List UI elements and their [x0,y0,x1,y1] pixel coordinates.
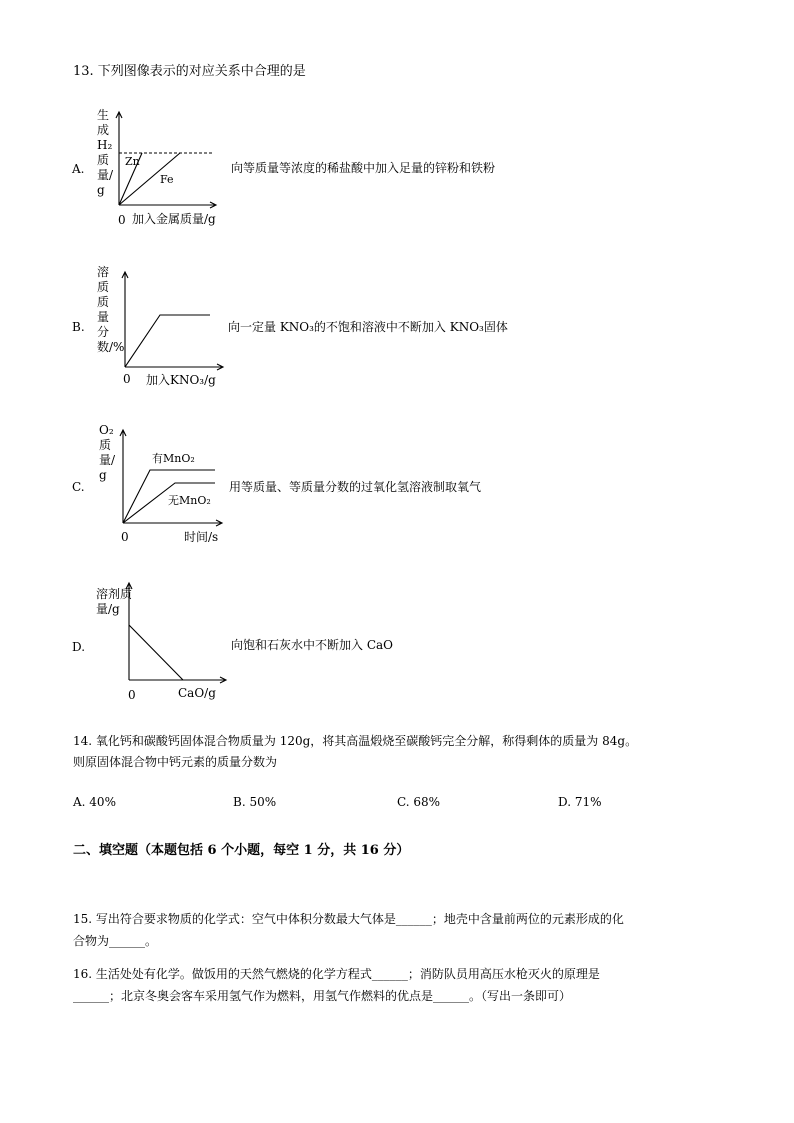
question-16-line2: ______；北京冬奥会客车采用氢气作为燃料，用氢气作燃料的优点是______。（写出一条即可） [73,989,572,1003]
option-a-origin: 0 [118,213,126,227]
option-b-y-axis-label: 溶质质量分数/% [97,265,125,354]
option-a-label: A. [72,162,85,176]
question-14-option-a: A. 40% [73,795,116,809]
question-15-line1: 15. 写出符合要求物质的化学式：空气中体积分数最大气体是______；地壳中含量前两位的元素形成的化 [73,912,624,926]
option-a-curve-zn-label: Zn [125,155,140,168]
option-d-origin: 0 [128,688,136,702]
question-16-line1: 16. 生活处处有化学。做饭用的天然气燃烧的化学方程式______；消防队员用高压水枪灭火的原理是 [73,967,600,981]
question-14-stem-line1: 14. 氧化钙和碳酸钙固体混合物质量为 120g，将其高温煅烧至碳酸钙完全分解，称得剩体的质量为 84g。 [73,734,638,748]
option-b-x-axis-label: 加入KNO₃/g [146,373,216,387]
option-d-description: 向饱和石灰水中不断加入 CaO [231,638,393,652]
option-b-label: B. [72,320,85,334]
option-c-origin: 0 [121,530,129,544]
option-d-x-axis-label: CaO/g [178,686,216,700]
question-14-option-d: D. 71% [558,795,602,809]
option-c-x-axis-label: 时间/s [184,530,219,544]
option-a-x-axis-label: 加入金属质量/g [132,212,216,226]
option-b-description: 向一定量 KNO₃的不饱和溶液中不断加入 KNO₃固体 [228,320,508,334]
question-13-stem: 13. 下列图像表示的对应关系中合理的是 [73,64,306,79]
question-14-stem-line2: 则原固体混合物中钙元素的质量分数为 [73,755,278,769]
option-c-with-mno2-label: 有MnO₂ [152,452,195,465]
option-d-curve [129,625,183,680]
option-b-origin: 0 [123,372,131,386]
question-15-line2: 合物为______。 [73,934,158,948]
option-a-y-axis-label: 生成H₂质量/g [97,108,114,197]
option-c-without-mno2-label: 无MnO₂ [168,494,211,507]
option-c-description: 用等质量、等质量分数的过氧化氢溶液制取氧气 [229,480,482,494]
question-14-option-c: C. 68% [397,795,441,809]
option-d-label: D. [72,640,86,654]
option-a-curve-fe-label: Fe [160,173,174,186]
option-d-y-axis-label: 溶剂质量/g [96,587,133,616]
option-c-label: C. [72,480,85,494]
section-2-title: 二、填空题（本题包括 6 个小题，每空 1 分，共 16 分） [73,843,410,858]
option-c-y-axis-label: O₂质量/g [99,423,116,482]
option-a-description: 向等质量等浓度的稀盐酸中加入足量的锌粉和铁粉 [231,161,496,175]
question-14-option-b: B. 50% [233,795,277,809]
